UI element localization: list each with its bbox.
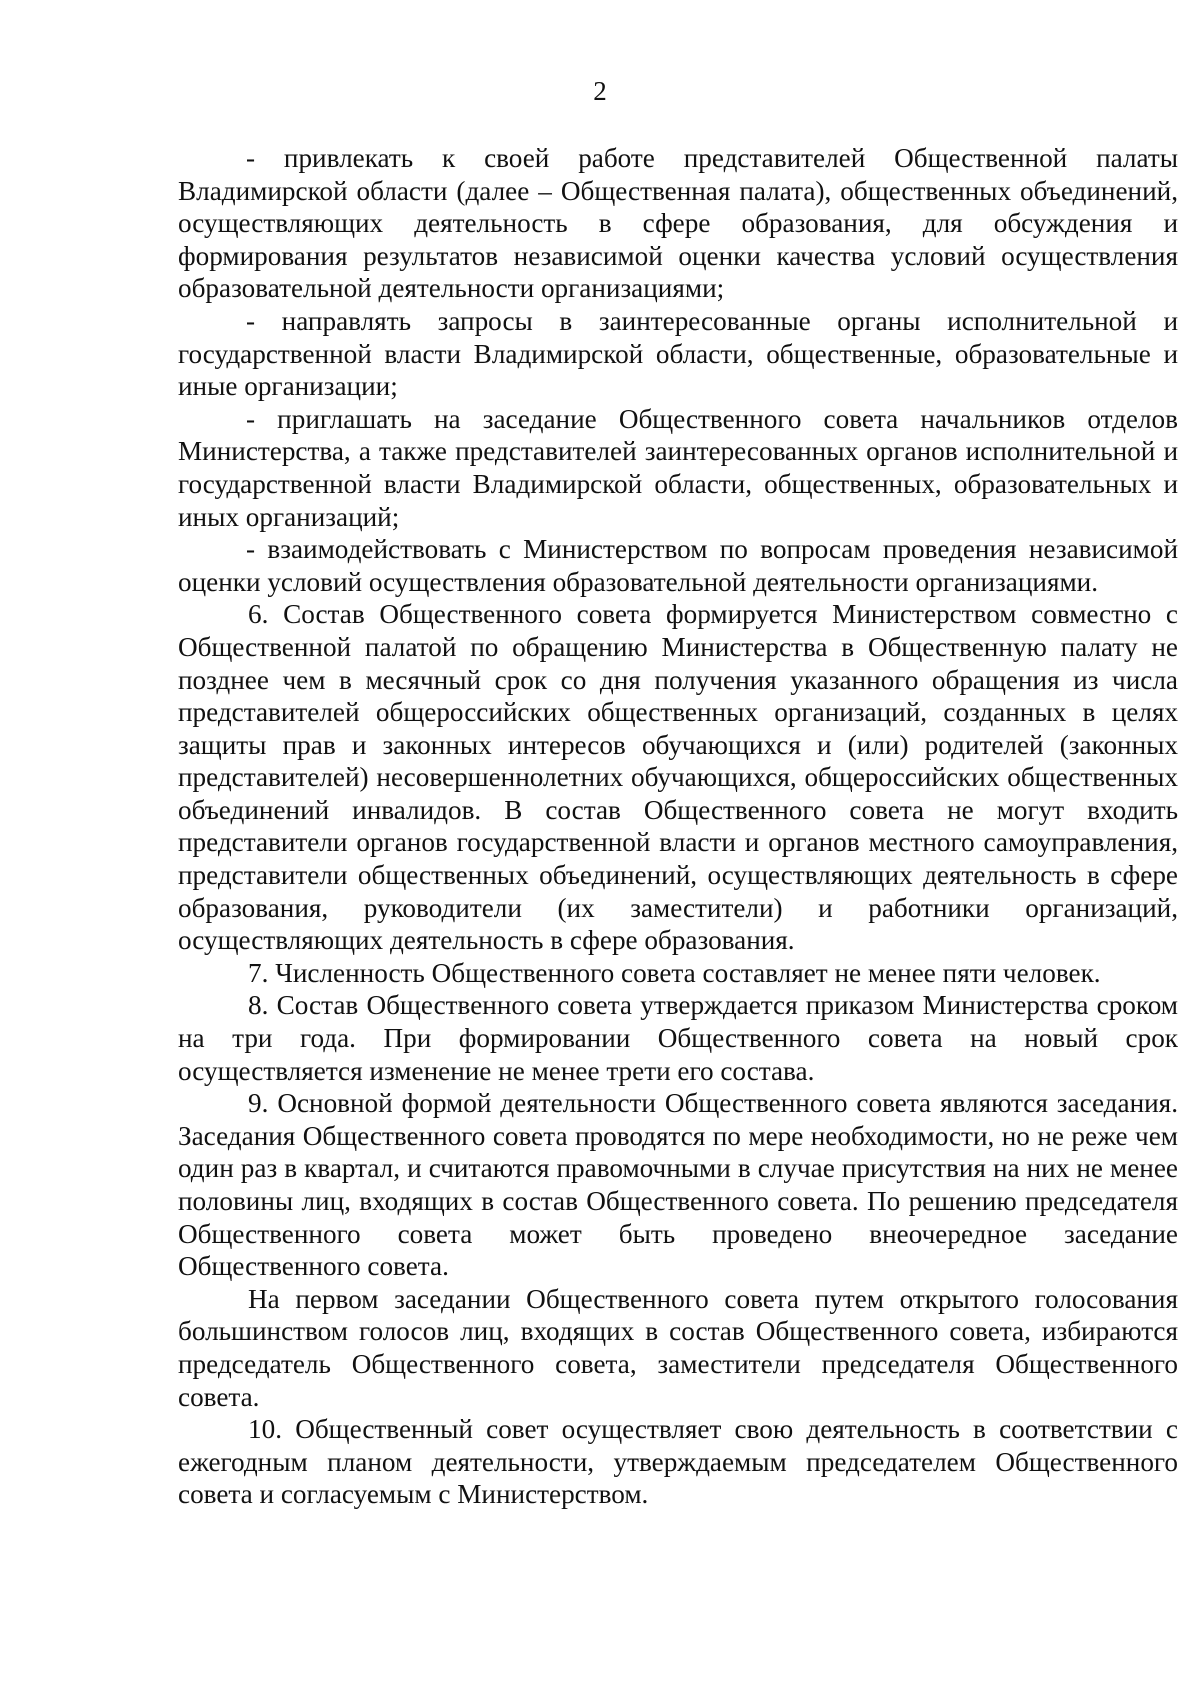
paragraph-interact-with-ministry: - взаимодействовать с Министерством по вопросам проведения независимой оценки условий осуществления образовательной деятельности организациями. [178, 534, 1178, 597]
paragraph-first-meeting: На первом заседании Общественного совета путем открытого голосования большинством голосов лиц, входящих в состав Общественного совета, избираются председатель Общественного совета, заместители председателя Общественного совета. [178, 1283, 1178, 1412]
paragraph-item-8: 8. Состав Общественного совета утверждается приказом Министерства сроком на три года. При формировании Общественного совета на новый срок осуществляется изменение не менее трети его состава. [178, 990, 1178, 1086]
paragraph-attract-representatives: - привлекать к своей работе представителей Общественной палаты Владимирской области (далее – Общественная палата), общественных объединений, осуществляющих деятельность в сфере образования, для обсуждения и формирования результатов независимой оценки качества условий осуществления образовательной деятельности организациями; [178, 143, 1178, 304]
page-number: 2 [593, 76, 607, 106]
paragraph-send-requests: - направлять запросы в заинтересованные органы исполнительной и государственной власти Владимирской области, общественные, образовательные и иные организации; [178, 305, 1178, 402]
paragraph-item-9: 9. Основной формой деятельности Общественного совета являются заседания. Заседания Общественного совета проводятся по мере необходимости, но не реже чем один раз в квартал, и считаются правомочными в случае присутствия на них не менее половины лиц, входящих в состав Общественного совета. По решению председателя Общественного совета может быть проведено внеочередное заседание Общественного совета. [178, 1088, 1178, 1282]
paragraph-item-7: 7. Численность Общественного совета составляет не менее пяти человек. [248, 957, 1101, 988]
paragraph-item-10: 10. Общественный совет осуществляет свою деятельность в соответствии с ежегодным планом деятельности, утверждаемым председателем Общественного совета и согласуемым с Министерством. [178, 1414, 1178, 1510]
paragraph-invite-to-meeting: - приглашать на заседание Общественного совета начальников отделов Министерства, а также представителей заинтересованных органов исполнительной и государственной власти Владимирской области, общественных, образовательных и иных организаций; [178, 403, 1178, 532]
paragraph-item-6: 6. Состав Общественного совета формируется Министерством совместно с Общественной палатой по обращению Министерства в Общественную палату не позднее чем в месячный срок со дня получения указанного обращения из числа представителей общероссийских общественных организаций, созданных в целях защиты прав и законных интересов обучающихся и (или) родителей (законных представителей) несовершеннолетних обучающихся, общероссийских общественных объединений инвалидов. В состав Общественного совета не могут входить представители органов государственной власти и органов местного самоуправления, представители общественных объединений, осуществляющих деятельность в сфере образования, руководители (их заместители) и работники организаций, осуществляющих деятельность в сфере образования. [178, 599, 1178, 956]
document-body [178, 142, 1178, 1511]
